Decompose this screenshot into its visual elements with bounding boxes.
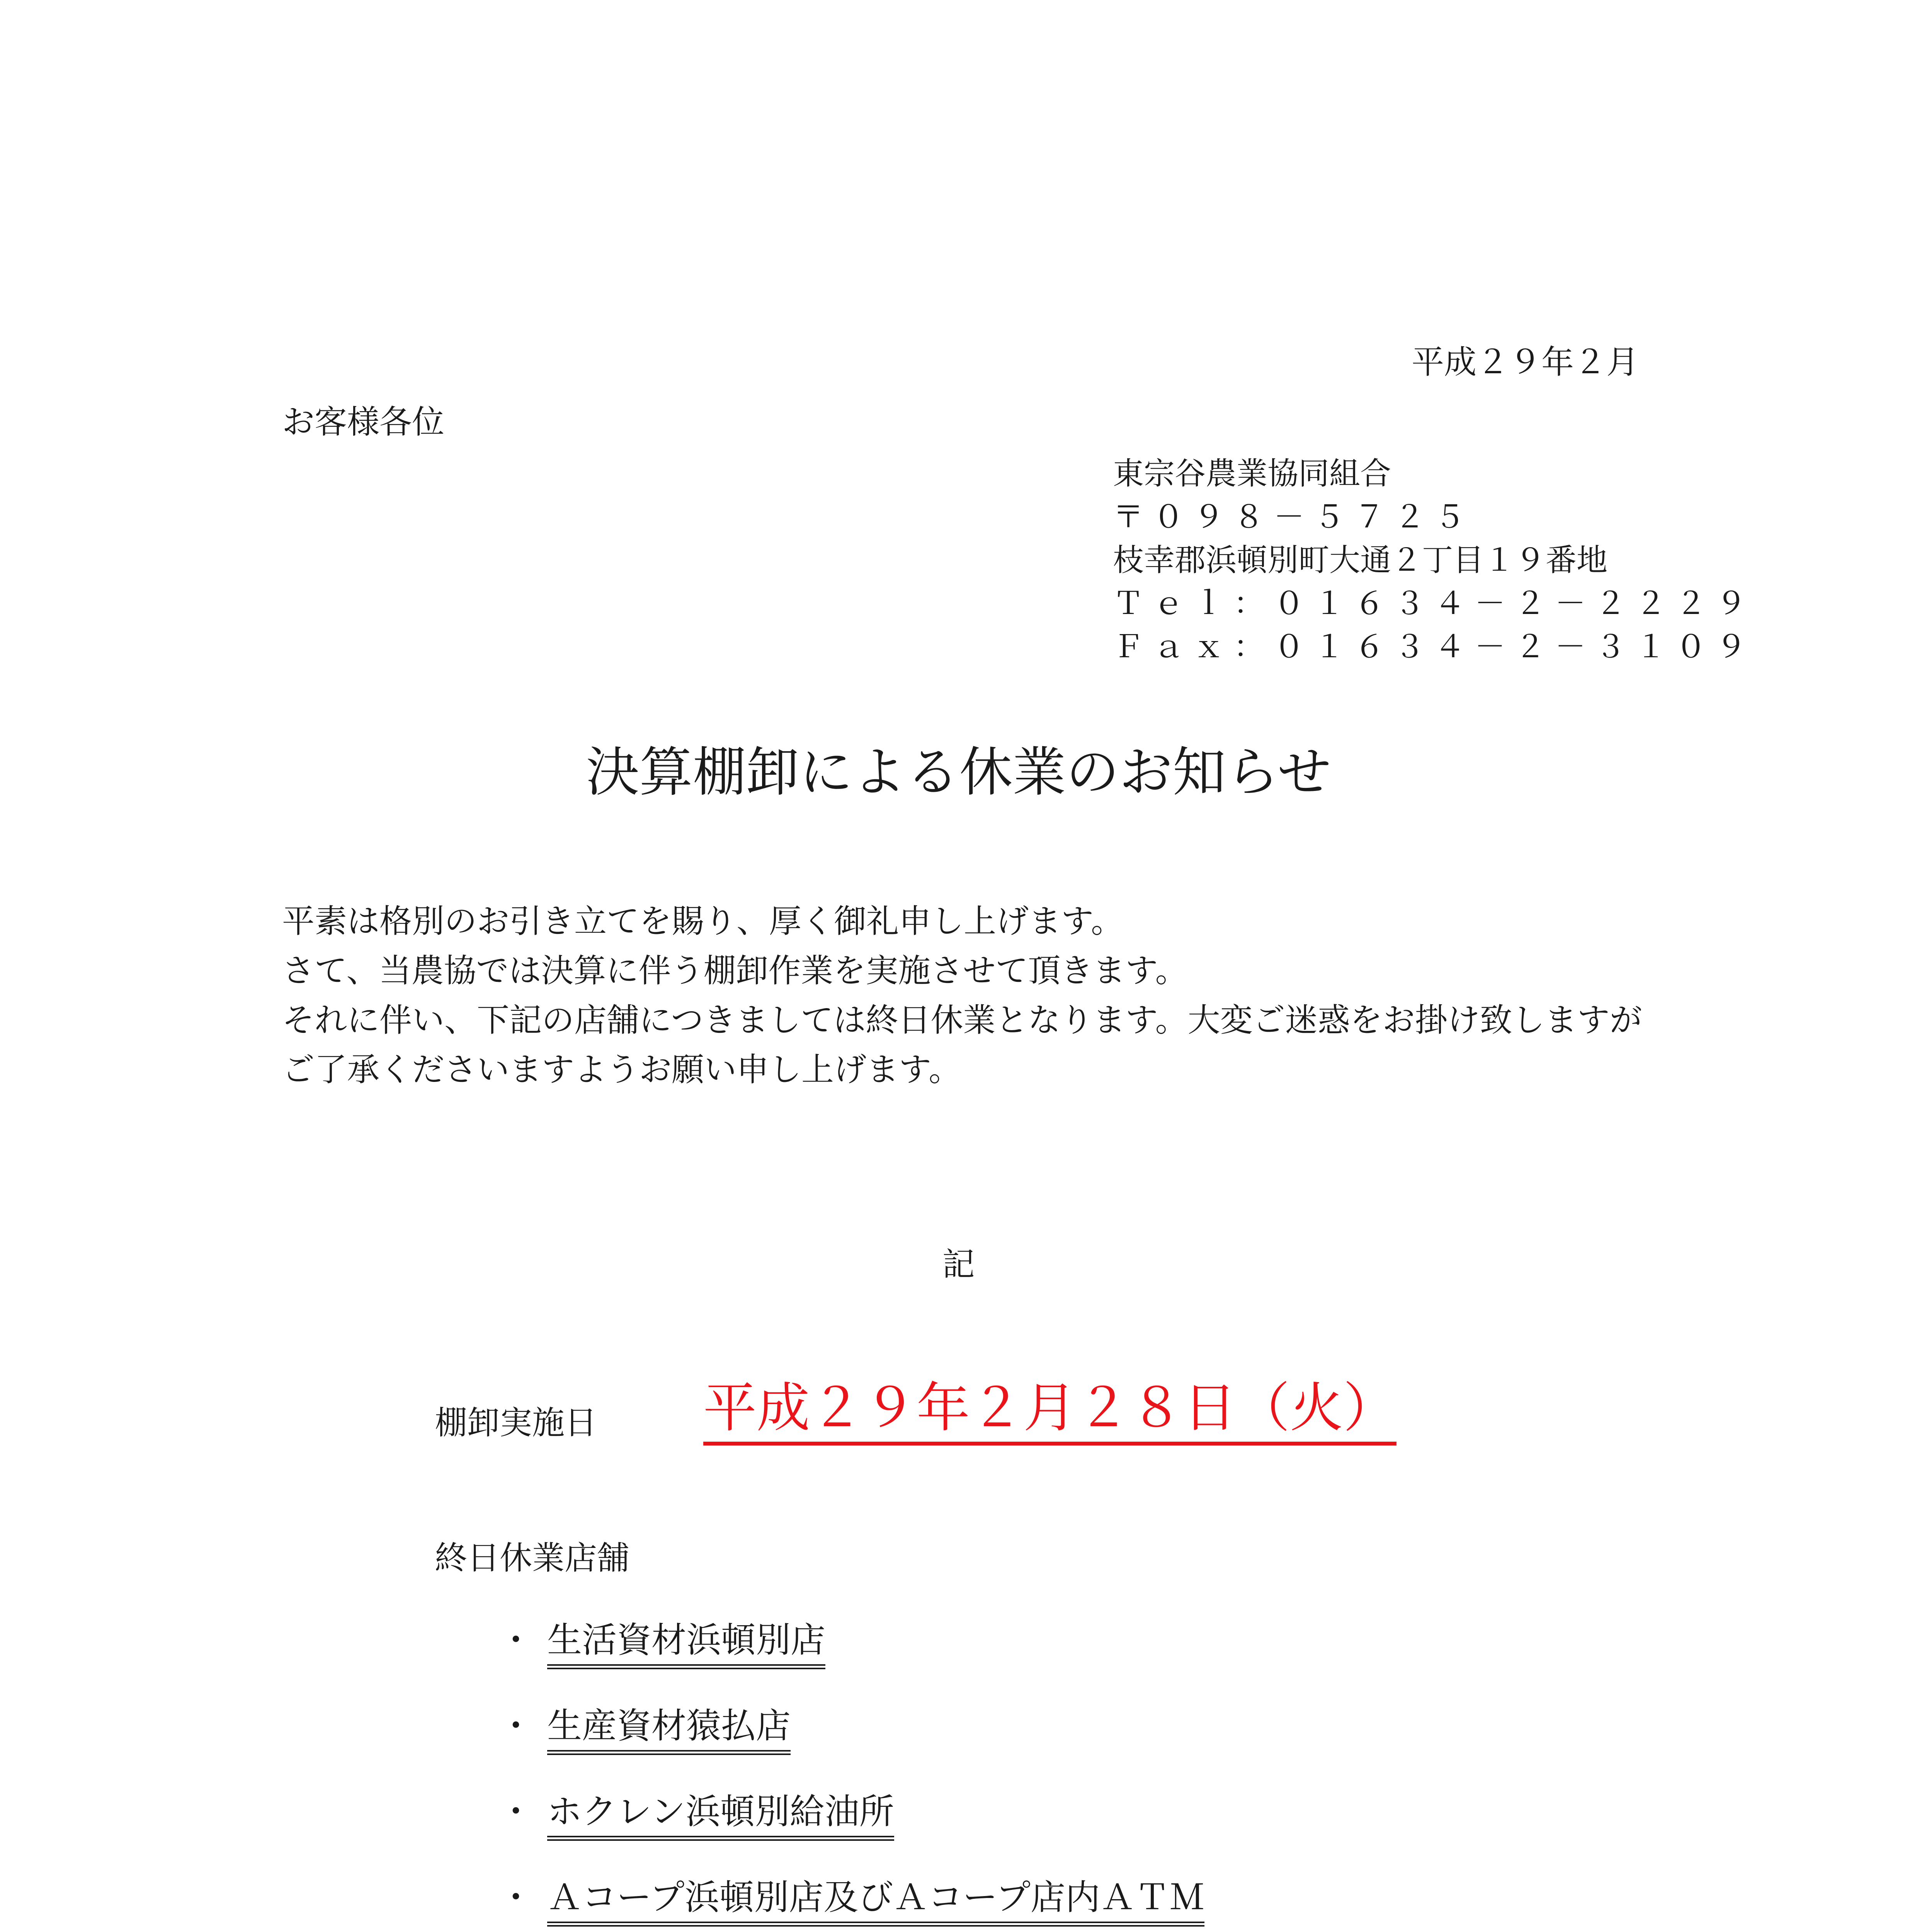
sender-org: 東宗谷農業協同組合 bbox=[1113, 456, 1391, 492]
store-name: 生活資材浜頓別店 bbox=[547, 1620, 825, 1669]
inventory-date: 平成２９年２月２８日（火） bbox=[703, 1381, 1397, 1446]
bullet: ・ bbox=[498, 1791, 533, 1832]
body-text bbox=[282, 896, 1642, 1094]
store-item bbox=[498, 1877, 1204, 1918]
bullet: ・ bbox=[498, 1706, 533, 1746]
store-item bbox=[498, 1791, 1204, 1832]
sender-fax: Ｆａｘ：０１６３４－２－３１０９ bbox=[1113, 629, 1756, 665]
ki-heading: 記 bbox=[942, 1245, 975, 1283]
store-name: Ａコープ浜頓別店及びＡコープ店内ＡＴＭ bbox=[547, 1877, 1204, 1927]
sender-tel: Ｔｅｌ：０１６３４－２－２２２９ bbox=[1113, 585, 1756, 621]
store-item bbox=[498, 1620, 1204, 1660]
document-date: 平成２９年２月 bbox=[1411, 343, 1639, 381]
store-item bbox=[498, 1706, 1204, 1746]
sender-address: 枝幸郡浜頓別町大通２丁目１９番地 bbox=[1113, 542, 1607, 578]
document-title: 決算棚卸による休業のお知らせ bbox=[586, 741, 1331, 803]
recipient: お客様各位 bbox=[282, 403, 445, 441]
inventory-date-label: 棚卸実施日 bbox=[435, 1404, 597, 1442]
sender-postal: 〒０９８－５７２５ bbox=[1113, 499, 1475, 535]
closed-store-list bbox=[498, 1620, 1204, 1932]
sender-block bbox=[1113, 452, 1756, 668]
bullet: ・ bbox=[498, 1620, 533, 1660]
store-name: 生産資材猿払店 bbox=[547, 1706, 791, 1755]
body-paragraph-1: 平素は格別のお引き立てを賜り、厚く御礼申し上げます。 bbox=[282, 902, 1124, 940]
body-paragraph-2: さて、当農協では決算に伴う棚卸作業を実施させて頂きます。 bbox=[282, 952, 1188, 990]
store-name: ホクレン浜頓別給油所 bbox=[547, 1791, 894, 1841]
closed-stores-label: 終日休業店舗 bbox=[435, 1539, 630, 1577]
bullet: ・ bbox=[498, 1877, 533, 1918]
body-paragraph-3: それに伴い、下記の店舗につきましては終日休業となります。大変ご迷惑をお掛け致しますがご了承くださいますようお願い申し上げます。 bbox=[282, 1001, 1642, 1088]
